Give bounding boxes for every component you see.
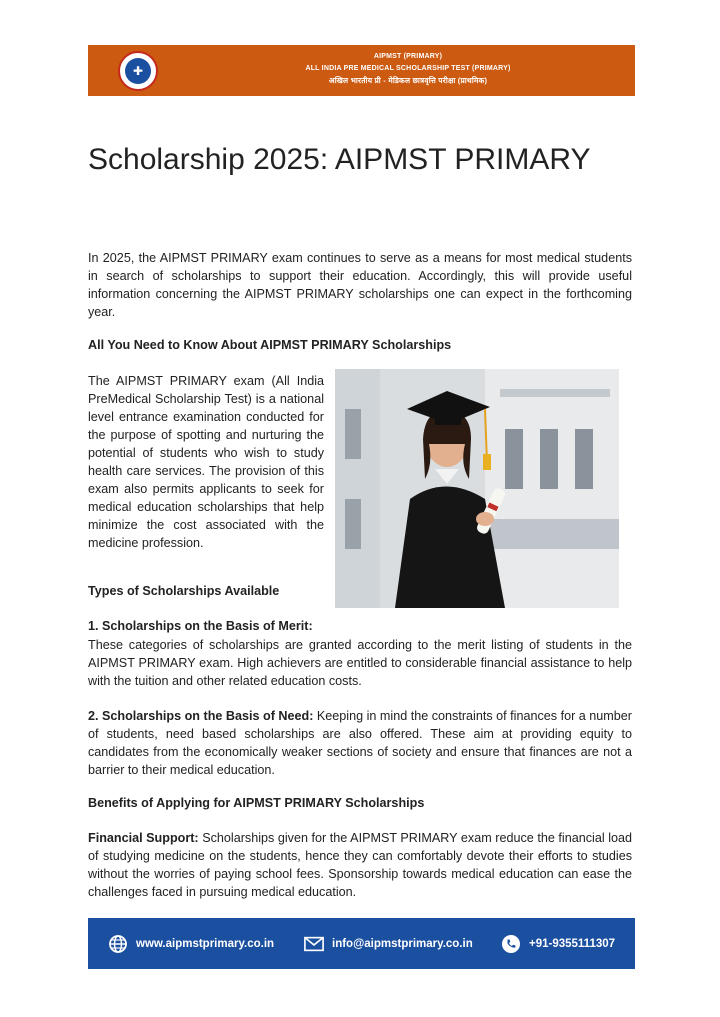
financial-paragraph [88,829,632,901]
intro-paragraph: In 2025, the AIPMST PRIMARY exam continues to serve as a means for most medical students in search of scholarships to support their education. Accordingly, this will provide useful information concerning the AIPMST PRIMARY scholarships one can expect in the forthcoming year. [88,251,632,319]
footer-website[interactable] [108,918,274,969]
phone-icon [501,934,521,954]
merit-paragraph: These categories of scholarships are granted according to the merit listing of students in the AIPMST PRIMARY exam. High achievers are entitled to considerable financial assistance to help with the tuition and other related education costs. [88,638,632,688]
footer-phone[interactable] [501,918,615,969]
email-link[interactable]: info@aipmstprimary.co.in [332,937,473,950]
graduate-illustration [335,369,619,608]
banner-line-2: ALL INDIA PRE MEDICAL SCHOLARSHIP TEST (PRIMARY) [305,65,511,72]
need-text: Keeping in mind the constraints of finances for a number of students, need based scholarships are also offered. These aim at providing equity to candidates from the economically weaker sections of society and ensure that finances are not a barrier to their medical education. [88,709,632,777]
mail-icon [304,934,324,954]
header-banner [88,45,635,96]
emblem-logo [118,51,158,91]
banner-line-3: अखिल भारतीय प्री - मेडिकल छात्रवृत्ति परीक्षा (प्राथमिक) [328,76,488,85]
need-heading: 2. Scholarships on the Basis of Need: [88,709,314,723]
about-paragraph: The AIPMST PRIMARY exam (All India PreMedical Scholarship Test) is a national level entrance examination conducted for the purpose of spotting and nurturing the potential of students who wish to study health care services. The provision of this exam also permits applicants to seek for medical education scholarships that help minimize the cost associated with the medicine profession. [88,374,324,550]
financial-heading: Financial Support: [88,831,199,845]
footer-email[interactable] [304,918,473,969]
banner-text [218,51,598,87]
banner-line-1: AIPMST (PRIMARY) [373,53,443,60]
globe-emblem-icon: ✚ [125,58,151,84]
financial-text: Scholarships given for the AIPMST PRIMARY exam reduce the financial load of studying medicine on the students, hence they can comfortably devote their efforts to studies without the worries of paying school fees. Sponsorship towards medical education can ease the challenges faced in pursuing medical education. [88,831,633,899]
website-link[interactable]: www.aipmstprimary.co.in [136,937,275,950]
contact-footer [88,918,635,969]
need-paragraph [88,707,632,779]
heading-about: All You Need to Know About AIPMST PRIMARY Scholarships [88,338,452,352]
phone-number[interactable]: +91-9355111307 [529,937,616,950]
merit-heading: 1. Scholarships on the Basis of Merit: [88,619,313,633]
page-title: Scholarship 2025: AIPMST PRIMARY [88,143,591,176]
heading-benefits: Benefits of Applying for AIPMST PRIMARY Scholarships [88,796,425,810]
graduate-photo [335,369,619,608]
heading-types: Types of Scholarships Available [88,584,280,598]
globe-icon [108,934,128,954]
